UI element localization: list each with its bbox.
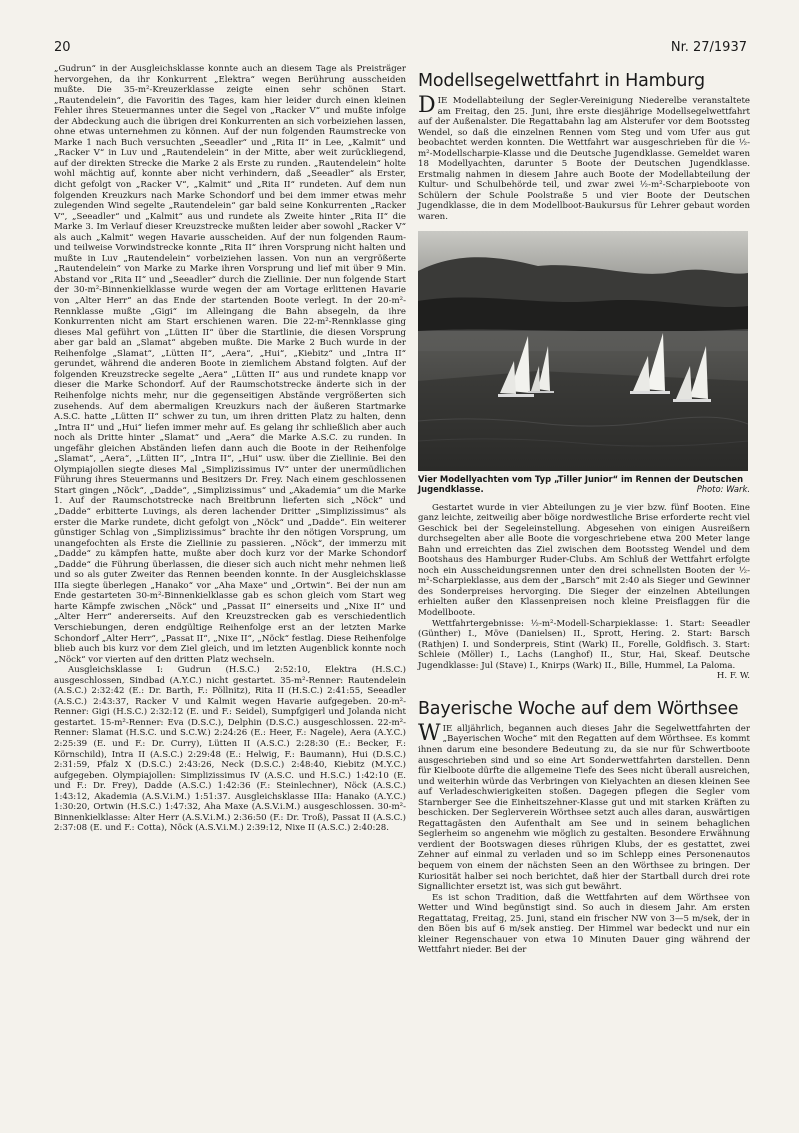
left-column	[54, 64, 406, 834]
drop-cap: D	[418, 93, 436, 118]
intro-paragraph-woerthsee: WIE alljährlich, begannen auch dieses Jahr die Segelwettfahrten der „Bayerischen Woche“ mit den Regatten auf dem Wörthsee. Es kommt ihnen darum eine besondere Bedeutung zu, da sie nur für Schwertboote ausgeschrieben sind und so eine Art Sonderwettfahrten darstellen. Denn für Kielboote dürfte die allgemeine Tiefe des Sees nicht überall ausreichen, und weiterhin würde das Verbringen von Kielyachten an diesen kleinen See auf Verladeschwierigkeiten stoßen. Dagegen pflegen die Segler vom Starnberger See die Einheitszehner-Klasse gut und mit starken Kräften zu beschicken. Der Seglerverein Wörthsee setzt auch alles daran, auswärtigen Regattagästen den Aufenthalt am See und in seinem behaglichen Seglerheim so angenehm wie möglich zu gestalten. Besondere Erwähnung verdient der Bootswagen dieses rührigen Klubs, der es gestattet, zwei Zehner auf einmal zu verladen und so im Schlepp eines Personenautos bequem von einem der nächsten Seen an den Wörthsee zu bringen. Der Kuriosität halber sei noch berichtet, daß hier der Startball durch drei rote Signallichter ersetzt ist, was sich gut bewährt.	[418, 720, 750, 893]
drop-cap: W	[418, 720, 441, 746]
results-paragraph: Ausgleichsklasse I: Gudrun (H.S.C.) 2:52:10, Elektra (H.S.C.) ausgeschlossen, Sindbad (A.Y.C.) nicht gestartet. 35-m²-Renner: Rautendelein (A.S.C.) 2:32:42 (E.: Dr. Barth, F.: Pöllnitz), Rita II (H.S.C.) 2:41:55, Seeadler (A.S.C.) 2:43:37, Racker V und Kalmit wegen Havarie aufgegeben. 20-m²-Renner: Gigi (H.S.C.) 2:32:12 (E. und F.: Seidel), Sumpfgigerl und Jolanda nicht gestartet. 15-m²-Renner: Eva (D.S.C.), Delphin (D.S.C.) ausgeschlossen. 22-m²-Renner: Slamat (H.S.C. und S.C.W.) 2:24:26 (E.: Heer, F.: Nagele), Aera (A.Y.C.) 2:25:39 (E. und F.: Dr. Curry), Lütten II (A.S.C.) 2:28:30 (E.: Becker, F.: Körnschild), Intra II (A.S.C.) 2:29:48 (E.: Helwig, F.: Baumann), Hui (D.S.C.) 2:31:59, Pfalz X (D.S.C.) 2:43:26, Neck (D.S.C.) 2:48:40, Kiebitz (M.Y.C.) aufgegeben. Olympiajollen: Simplizissimus IV (A.S.C. und H.S.C.) 1:42:10 (E. und F.: Dr. Frey), Dadde (A.S.C.) 1:42:36 (F.: Steinlechner), Nöck (A.S.C.) 1:43:12, Akademia (A.S.V.i.M.) 1:51:37. Ausgleichsklasse IIIa: Hanako (A.Y.C.) 1:30:20, Ortwin (H.S.C.) 1:47:32, Aha Maxe (A.S.V.i.M.) ausgeschlossen. 30-m²-Binnenkielklasse: Alter Herr (A.S.V.i.M.) 2:36:50 (F.: Dr. Troß), Passat II (A.S.C.) 2:37:08 (E. und F.: Cotta), Nöck (A.S.V.i.M.) 2:39:12, Nixe II (A.S.C.) 2:40:28.	[54, 665, 406, 834]
article-paragraph: „Gudrun“ in der Ausgleichsklasse konnte auch an diesem Tage als Preisträger hervorgehen, da ihr Konkurrent „Elektra“ wegen Berührung ausscheiden mußte. Die 35-m²-Kreuzerklasse zeigte einen sehr schönen Start. „Rautendelein“, die Favoritin des Tages, kam hier leider durch einen kleinen Fehler ihres Steuermannes unter die Segel von „Racker V“ und mußte infolge der Abdeckung auch die übrigen drei Konkurrenten an sich vorbeiziehen lassen, ohne etwas unternehmen zu können. Auf der nun folgenden Raumstrecke von Marke 1 nach Buch versuchten „Seeadler“ und „Rita II“ in Lee, „Kalmit“ und „Racker V“ in Luv und „Rautendelein“ in der Mitte, aber weit zurückliegend, auf der direkten Strecke die Marke 2 als Erste zu runden. „Rautendelein“ holte wohl mächtig auf, konnte aber nicht verhindern, daß „Seeadler“ als Erster, dicht gefolgt von „Racker V“, „Kalmit“ und „Rita II“ rundeten. Auf dem nun folgenden Kreuzkurs nach Marke Schondorf und bei dem immer etwas mehr zulegenden Wind segelte „Rautendelein“ gar bald seine Konkurrenten „Racker V“, „Seeadler“ und „Kalmit“ aus und rundete als Zweite hinter „Rita II“ die Marke 3. Im Verlauf dieser Kreuzstrecke mußten leider aber sowohl „Racker V“ als auch „Kalmit“ wegen Havarie ausscheiden. Auf der nun folgenden Raum- und teilweise Vorwindstrecke konnte „Rita II“ ihren Vorsprung nicht halten und mußte in Luv „Rautendelein“ vorbeiziehen lassen. Von nun an vergrößerte „Rautendelein“ von Marke zu Marke ihren Vorsprung und lief mit über 9 Min. Abstand vor „Rita II“ und „Seeadler“ durch die Ziellinie. Der nun folgende Start der 30-m²-Binnenkielklasse wurde wegen der am Vortage erlittenen Havarie von „Alter Herr“ an das Ende der startenden Boote verlegt. In der 20-m²-Rennklasse mußte „Gigi“ im Alleingang die Bahn absegeln, da ihre Konkurrenten nicht am Start erschienen waren. Die 22-m²-Rennklasse ging dieses Mal geführt von „Lütten II“ über die Startlinie, die diesen Vorsprung aber gar bald an „Slamat“ abgeben mußte. Die Marke 2 Buch wurde in der Reihenfolge „Slamat“, „Lütten II“, „Aera“, „Hui“, „Kiebitz“ und „Intra II“ gerundet, während die anderen Boote in ziemlichem Abstand folgten. Auf der folgenden Kreuzstrecke segelte „Aera“ „Lütten II“ aus und rundete knapp vor dieser die Marke Schondorf. Auf der Raumschotstrecke änderte sich in der Reihenfolge nichts mehr, nur die gegenseitigen Abstände vergrößerten sich zusehends. Auf dem abermaligen Kreuzkurs nach der äußeren Startmarke A.S.C. hatte „Lütten II“ schwer zu tun, um ihren dritten Platz zu halten, denn „Intra II“ und „Hui“ liefen immer mehr auf. Es gelang ihr schließlich aber auch noch als Dritte hinter „Slamat“ und „Aera“ die Marke A.S.C. zu runden. In ungefähr gleichen Abständen liefen dann auch die Boote in der Reihenfolge „Slamat“, „Aera“, „Lütten II“, „Intra II“, „Hui“ usw. über die Ziellinie. Bei den Olympiajollen siegte dieses Mal „Simplizissimus IV“ unter der unermüdlichen Führung ihres Steuermanns und Besitzers Dr. Frey. Nach einem geschlossenen Start gingen „Nöck“, „Dadde“, „Simplizissimus“ und „Akademia“ um die Marke 1. Auf der Raumschotstrecke nach Breitbrunn lieferten sich „Nöck“ und „Dadde“ erbitterte Luvings, als deren lachender Dritter „Simplizissimus“ als erster die Marke rundete, dicht gefolgt von „Nöck“ und „Dadde“. Ein weiterer günstiger Schlag von „Simplizissimus“ brachte ihr den nötigen Vorsprung, um unangefochten als Erste die Ziellinie zu passieren. „Nöck“, der immerzu mit „Dadde“ zu kämpfen hatte, mußte aber doch kurz vor der Marke Schondorf „Dadde“ die Führung überlassen, die dieser sich auch nicht mehr nehmen ließ und so als guter Zweiter das Rennen beenden konnte. In der Ausgleichsklasse IIIa siegte überlegen „Hanako“ vor „Aha Maxe“ und „Ortwin“. Bei der nun am Ende gestarteten 30-m²-Binnenkielklasse gab es schon gleich vom Start weg harte Kämpfe zwischen „Nöck“ und „Passat II“ einerseits und „Nixe II“ und „Alter Herr“ andererseits. Auf den Kreuzstrecken gab es verschiedentlich Verschiebungen, deren endgültige Reihenfolge erst an der letzten Marke Schondorf „Alter Herr“, „Passat II“, „Nixe II“, „Nöck“ festlag. Diese Reihenfolge blieb auch bis kurz vor dem Ziel gleich, und im letzten Augenblick konnte noch „Nöck“ vor vierten auf den dritten Platz wechseln.	[54, 64, 406, 665]
article-paragraph: Es ist schon Tradition, daß die Wettfahrten auf dem Wörthsee von Wetter und Wind begünstigt sind. So auch in diesem Jahr. Am ersten Regattatag, Freitag, 25. Juni, stand ein frischer NW von 3—5 m/sek, der in den Böen bis auf 6 m/sek anstieg. Der Himmel war bedeckt und nur ein kleiner Regenschauer von etwa 10 Minuten Dauer ging während der Wettfahrt nieder. Bei der	[418, 892, 750, 956]
model-yachts-photo	[418, 231, 748, 471]
right-column	[418, 64, 750, 956]
article-headline-woerthsee: Bayerische Woche auf dem Wörthsee	[418, 698, 739, 719]
page-number: 20	[54, 40, 71, 55]
issue-number: Nr. 27/1937	[670, 40, 747, 55]
author-signature: H. F. W.	[716, 671, 750, 682]
photo-credit: Photo: Wark.	[696, 484, 750, 495]
article-paragraph: Gestartet wurde in vier Abteilungen zu je vier bzw. fünf Booten. Eine ganz leichte, zeitweilig aber böige nordwestliche Brise erforderte recht viel Geschick bei der Segeleinstellung. Abgesehen von einigen Ausreißern durchsegelten aber alle Boote die vorgeschriebene etwa 200 Meter lange Bahn und erreichten das Ziel zwischen dem Bootssteg Wendel und dem Bootshaus des Hamburger Ruder-Clubs. Am Schluß der Wettfahrt erfolgte noch ein Ausscheidungsrennen unter den drei schnellsten Booten der ½-m²-Scharpieklasse, aus dem der „Barsch“ mit 2:40 als Sieger und Gewinner des Sonderpreises hervorging. Die Sieger der einzelnen Abteilungen erhielten außer den Klassenpreisen noch kleine Preisflaggen für die Modellboote.	[418, 502, 750, 619]
photo-caption: Vier Modellyachten vom Typ „Tiller Junior“ im Rennen der Deutschen Jugendklasse. Photo: Wark.	[418, 473, 750, 495]
results-paragraph: Wettfahrtergebnisse: ½-m²-Modell-Scharpieklasse: 1. Start: Seeadler (Günther) I., Möve (Danielsen) II., Sprott, Hering. 2. Start: Barsch (Rathjen) I. und Sonderpreis, Stint (Wark) II., Forelle, Goldfisch. 3. Start: Schleie (Möller) I., Lachs (Langhof) II., Stur, Hai, Skeaf. Deutsche Jugendklasse: Jul (Stave) I., Knirps (Wark) II., Bille, Hummel, La Paloma.	[418, 618, 750, 671]
photo-illustration	[418, 231, 748, 471]
article-headline-hamburg: Modellsegelwettfahrt in Hamburg	[418, 71, 705, 91]
intro-paragraph-hamburg: DIE Modellabteilung der Segler-Vereinigung Niederelbe veranstaltete am Freitag, den 25. Juni, ihre erste diesjährige Modellsegelwettfahrt auf der Außenalster. Die Regattabahn lag am Alsterufer vor dem Bootssteg Wendel, so daß die einzelnen Rennen vom Steg und vom Ufer aus gut beobachtet werden konnten. Die Wettfahrt war ausgeschrieben für die ½-m²-Modellscharpie-Klasse und die Deutsche Jugendklasse. Gemeldet waren 18 Modellyachten, darunter 5 Boote der Deutschen Jugendklasse. Erstmalig nahmen in diesem Jahre auch Boote der Modellabteilung der Kultur- und Schulbehörde teil, und zwar zwei ½-m²-Scharpieboote von Schülern der Schule Poolstraße 5 und vier Boote der Deutschen Jugendklasse, die in dem Modellboot-Baukursus für Lehrer gebaut worden waren.	[418, 93, 750, 223]
